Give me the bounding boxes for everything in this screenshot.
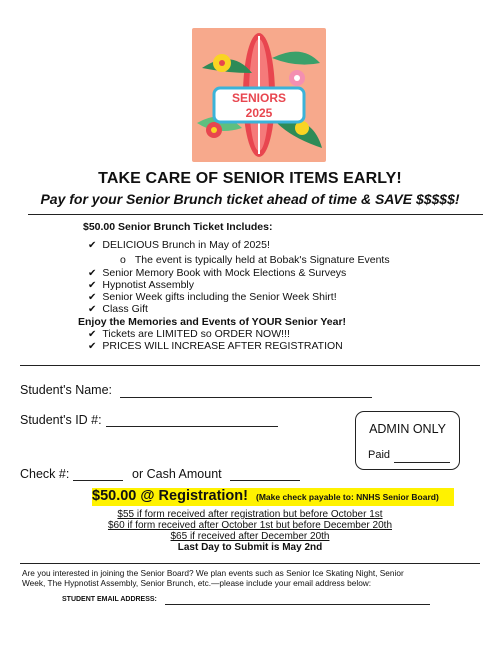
- student-id-field[interactable]: [106, 426, 278, 427]
- check-payable-note: (Make check payable to: NNHS Senior Board): [256, 492, 439, 502]
- divider-bottom: [20, 563, 480, 564]
- price-tier-3: $65 if received after December 20th: [170, 531, 330, 542]
- list-item: ✔ Senior Week gifts including the Senior Week Shirt!: [88, 291, 337, 305]
- list-item: ✔ Senior Memory Book with Mock Elections & Surveys: [88, 267, 346, 281]
- student-name-field[interactable]: [120, 397, 372, 398]
- divider-mid: [20, 365, 480, 366]
- student-email-label: STUDENT EMAIL ADDRESS:: [62, 596, 157, 603]
- list-item: ✔ DELICIOUS Brunch in May of 2025!: [88, 239, 270, 253]
- list-item: ✔ Hypnotist Assembly: [88, 279, 194, 293]
- logo-text-year: 2025: [245, 106, 273, 120]
- subline: Pay for your Senior Brunch ticket ahead of time & SAVE $$$$$!: [40, 191, 460, 207]
- list-sub-item: o The event is typically held at Bobak's Signature Events: [120, 254, 390, 266]
- list-item: ✔ Tickets are LIMITED so ORDER NOW!!!: [88, 328, 290, 342]
- divider-top: [28, 214, 483, 215]
- admin-paid-label: Paid: [368, 449, 391, 461]
- price-tier-1: $55 if form received after registration but before October 1st: [117, 509, 383, 520]
- deadline-note: Last Day to Submit is May 2nd: [177, 542, 323, 553]
- list-item: ✔ PRICES WILL INCREASE AFTER REGISTRATION: [88, 340, 343, 354]
- seniors-2025-logo: [192, 28, 326, 162]
- registration-price: $50.00 @ Registration!: [92, 488, 248, 504]
- list-item: ✔ Class Gift: [88, 303, 148, 317]
- admin-paid-field[interactable]: [394, 462, 450, 463]
- cash-amount-label: or Cash Amount: [132, 467, 222, 481]
- logo-text-seniors: SENIORS: [231, 91, 287, 105]
- student-id-label: Student's ID #:: [20, 413, 102, 427]
- enjoy-heading: Enjoy the Memories and Events of YOUR Senior Year!: [78, 316, 347, 328]
- student-email-field[interactable]: [165, 604, 430, 605]
- registration-highlight: [92, 488, 454, 506]
- includes-heading: $50.00 Senior Brunch Ticket Includes:: [83, 221, 273, 233]
- admin-title: ADMIN ONLY: [369, 422, 446, 436]
- admin-only-box: [355, 411, 460, 470]
- senior-board-text-2: Week, The Hypnotist Assembly, Senior Brunch, etc.—please include your email address below:: [22, 578, 372, 588]
- senior-board-text-1: Are you interested in joining the Senior Board? We plan events such as Senior Ice Skating Night, Senior: [22, 568, 404, 578]
- check-number-field[interactable]: [73, 480, 123, 481]
- headline: TAKE CARE OF SENIOR ITEMS EARLY!: [98, 170, 402, 187]
- check-label: Check #:: [20, 467, 70, 481]
- student-name-label: Student's Name:: [20, 383, 113, 397]
- price-tier-2: $60 if form received after October 1st but before December 20th: [107, 520, 393, 531]
- cash-amount-field[interactable]: [230, 480, 300, 481]
